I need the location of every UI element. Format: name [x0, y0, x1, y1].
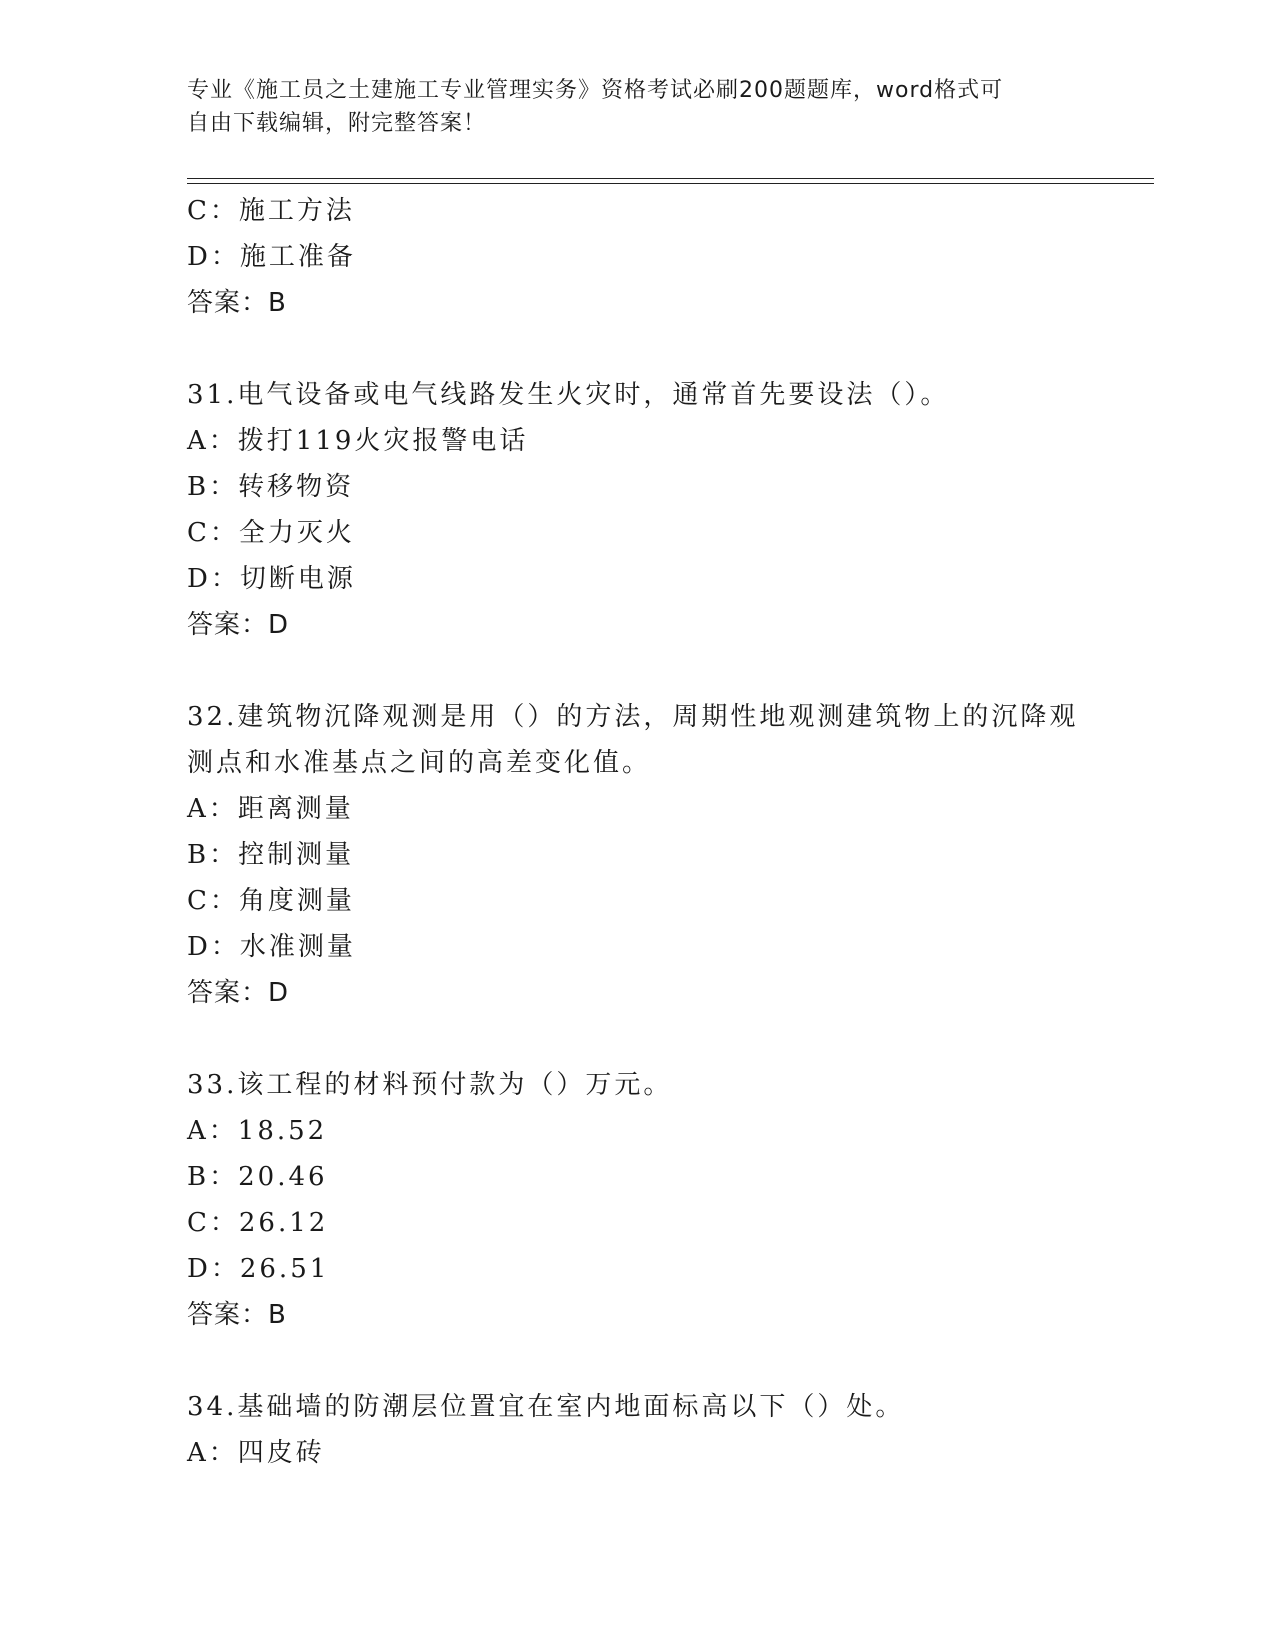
question-list [187, 188, 1087, 1476]
question-31 [187, 372, 1087, 648]
question-34 [187, 1384, 1087, 1476]
option-c: C：26.12 [187, 1208, 329, 1238]
question-stem-line-2: 测点和水准基点之间的高差变化值。 [187, 748, 652, 778]
document-header [187, 74, 1087, 140]
option-b: B：20.46 [187, 1162, 328, 1192]
question-prev [187, 188, 1087, 326]
question-stem-line-1: 32.建筑物沉降观测是用（）的方法，周期性地观测建筑物上的沉降观 [187, 702, 1079, 732]
option-c: C：全力灭火 [187, 518, 355, 548]
header-divider-top [187, 178, 1154, 179]
option-a: A：距离测量 [187, 794, 354, 824]
question-stem: 31.电气设备或电气线路发生火灾时，通常首先要设法（）。 [187, 380, 950, 410]
option-d: D：切断电源 [187, 564, 356, 594]
question-stem: 33.该工程的材料预付款为（）万元。 [187, 1070, 673, 1100]
option-a: A：18.52 [187, 1116, 328, 1146]
answer: 答案：B [187, 1300, 287, 1330]
question-stem: 34.基础墙的防潮层位置宜在室内地面标高以下（）处。 [187, 1392, 905, 1422]
answer: 答案：D [187, 610, 290, 640]
option-a: A：拨打119火灾报警电话 [187, 426, 529, 456]
question-33 [187, 1062, 1087, 1338]
option-b: B：控制测量 [187, 840, 355, 870]
option-b: B：转移物资 [187, 472, 355, 502]
option-d: D：施工准备 [187, 242, 356, 272]
option-c: C：施工方法 [187, 196, 355, 226]
header-divider-bottom [187, 183, 1154, 184]
option-d: D：水准测量 [187, 932, 356, 962]
option-d: D：26.51 [187, 1254, 330, 1284]
question-32 [187, 694, 1087, 1016]
header-line-2: 自由下载编辑，附完整答案！ [187, 111, 487, 136]
header-line-1: 专业《施工员之土建施工专业管理实务》资格考试必刷200题题库，word格式可 [187, 78, 1004, 103]
option-c: C：角度测量 [187, 886, 355, 916]
answer: 答案：D [187, 978, 290, 1008]
answer: 答案：B [187, 288, 287, 318]
option-a: A：四皮砖 [187, 1438, 325, 1468]
